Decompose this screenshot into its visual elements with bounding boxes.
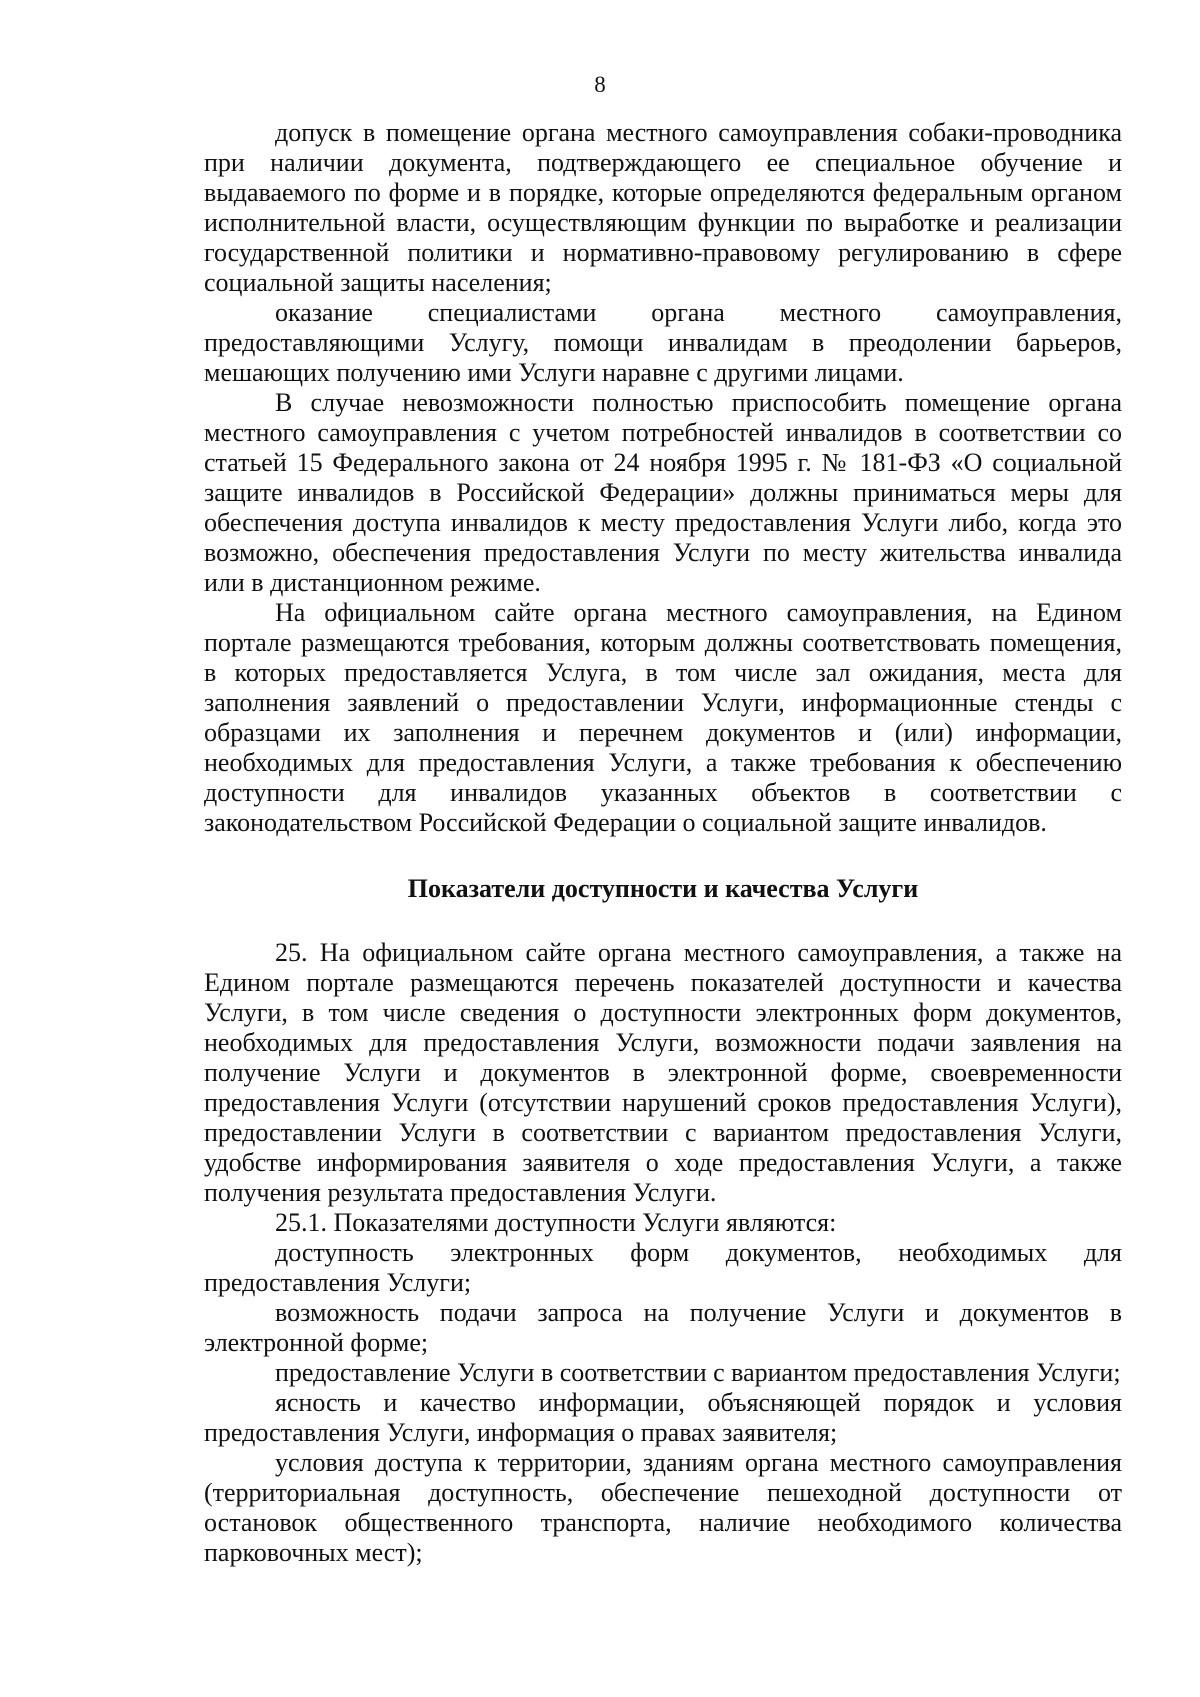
list-item-information-clarity: ясность и качество информации, объясняющей порядок и условия предоставления Услуги, информация о правах заявителя; — [204, 1388, 1122, 1447]
list-item-electronic-request: возможность подачи запроса на получение Услуги и документов в электронной форме; — [204, 1298, 1122, 1357]
paragraph-25-indicators-list: 25. На официальном сайте органа местного самоуправления, а также на Едином портале размещаются перечень показателей доступности и качества Услуги, в том числе сведения о доступности электронных форм документов, необходимых для предоставления Услуги, возможности подачи заявления на получение Услуги и документов в электронной форме, своевременности предоставления Услуги (отсутствии нарушений сроков предоставления Услуги), предоставлении Услуги в соответствии с вариантом предоставления Услуги, удобстве информирования заявителя о ходе предоставления Услуги, а также получения результата предоставления Услуги. — [204, 938, 1122, 1207]
list-item-electronic-forms: доступность электронных форм документов, необходимых для предоставления Услуги; — [204, 1238, 1122, 1297]
paragraph-adaptation-impossible: В случае невозможности полностью приспособить помещение органа местного самоуправления с учетом потребностей инвалидов в соответствии со статьей 15 Федерального закона от 24 ноября 1995 г. № 181-ФЗ «О социальной защите инвалидов в Российской Федерации» должны приниматься меры для обеспечения доступа инвалидов к месту предоставления Услуги либо, когда это возможно, обеспечения предоставления Услуги по месту жительства инвалида или в дистанционном режиме. — [204, 388, 1122, 597]
paragraph-guide-dog-access: допуск в помещение органа местного самоуправления собаки-проводника при наличии документа, подтверждающего ее специальное обучение и выдаваемого по форме и в порядке, которые определяются федеральным органом исполнительной власти, осуществляющим функции по выработке и реализации государственной политики и нормативно-правовому регулированию в сфере социальной защиты населения; — [204, 118, 1122, 297]
paragraph-25-1-intro: 25.1. Показателями доступности Услуги являются: — [275, 1208, 837, 1237]
page-number: 8 — [594, 72, 606, 97]
paragraph-premises-requirements: На официальном сайте органа местного самоуправления, на Едином портале размещаются требования, которым должны соответствовать помещения, в которых предоставляется Услуга, в том числе зал ожидания, места для заполнения заявлений о предоставлении Услуги, информационные стенды с образцами их заполнения и перечнем документов и (или) информации, необходимых для предоставления Услуги, а также требования к обеспечению доступности для инвалидов указанных объектов в соответствии с законодательством Российской Федерации о социальной защите инвалидов. — [204, 598, 1122, 837]
list-item-service-variant: предоставление Услуги в соответствии с вариантом предоставления Услуги; — [275, 1358, 1121, 1387]
section-heading: Показатели доступности и качества Услуги — [407, 874, 919, 903]
list-item-territory-access: условия доступа к территории, зданиям органа местного самоуправления (территориальная доступность, обеспечение пешеходной доступности от остановок общественного транспорта, наличие необходимого количества парковочных мест); — [204, 1448, 1122, 1567]
document-body — [204, 118, 1122, 1568]
paragraph-specialist-assistance: оказание специалистами органа местного самоуправления, предоставляющими Услугу, помощи инвалидам в преодолении барьеров, мешающих получению ими Услуги наравне с другими лицами. — [204, 298, 1122, 387]
